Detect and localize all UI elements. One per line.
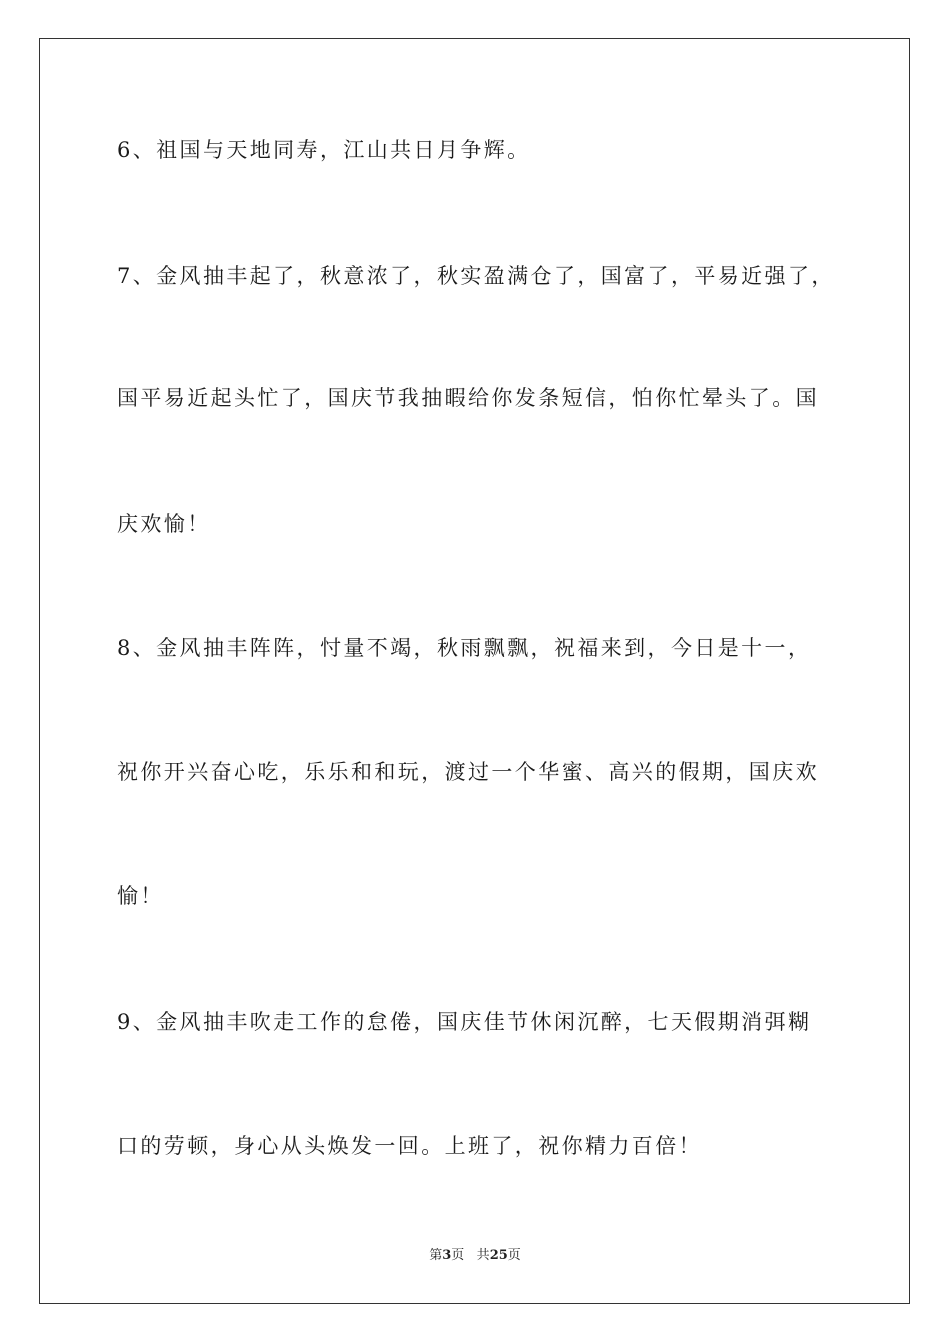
page-border: [39, 38, 910, 1304]
text-line-8: 9、金风抽丰吹走工作的怠倦，国庆佳节休闲沉醉，七天假期消弭糊: [117, 1010, 812, 1034]
text-line-1: 6、祖国与天地同寿，江山共日月争辉。: [117, 138, 531, 162]
footer-page-number: 3: [442, 1248, 452, 1263]
text-line-5: 8、金风抽丰阵阵，忖量不竭，秋雨飘飘，祝福来到，今日是十一，: [117, 636, 812, 660]
text-line-9: 口的劳顿，身心从头焕发一回。上班了，祝你精力百倍！: [117, 1134, 702, 1158]
footer-page-prefix: 第: [429, 1248, 443, 1263]
page-footer: [0, 1247, 950, 1265]
footer-total-prefix: 共: [476, 1248, 490, 1263]
text-line-2: 7、金风抽丰起了，秋意浓了，秋实盈满仓了，国富了，平易近强了，: [117, 264, 835, 288]
text-line-7: 愉！: [117, 884, 164, 908]
text-line-4: 庆欢愉！: [117, 512, 211, 536]
footer-total-suffix: 页: [507, 1248, 521, 1263]
footer-page-suffix: 页: [451, 1248, 465, 1263]
footer-total-pages: 25: [489, 1248, 508, 1263]
text-line-3: 国平易近起头忙了，国庆节我抽暇给你发条短信，怕你忙晕头了。国: [117, 386, 819, 410]
text-line-6: 祝你开兴奋心吃，乐乐和和玩，渡过一个华蜜、高兴的假期，国庆欢: [117, 760, 819, 784]
